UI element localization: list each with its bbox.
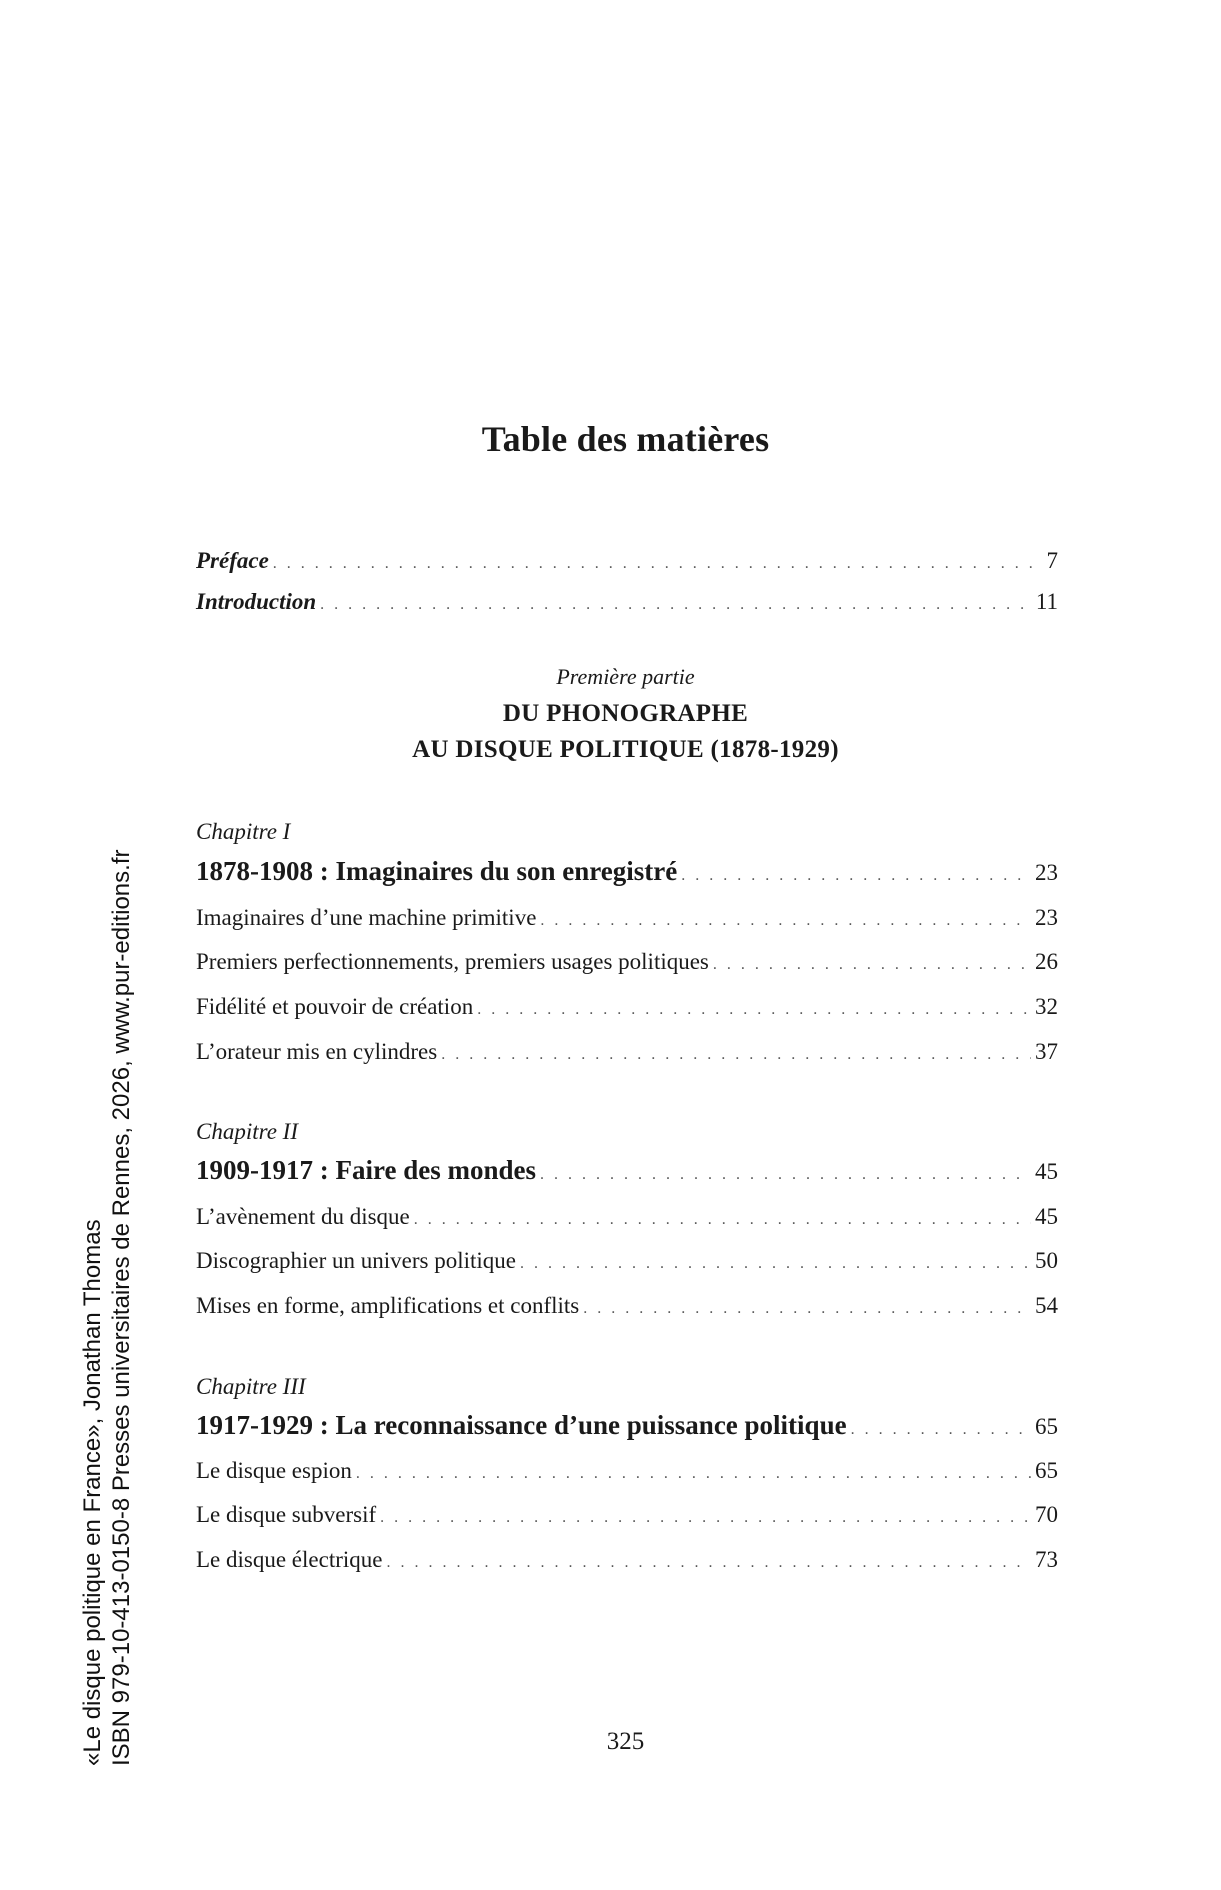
toc-section-entry[interactable] (196, 1291, 1058, 1324)
toc-entry-introduction[interactable] (196, 587, 1058, 620)
toc-entry-page: 7 (1046, 548, 1058, 573)
toc-entry-label: Le disque espion (196, 1458, 352, 1483)
dot-leader (477, 995, 1031, 1025)
toc-entry-label: Introduction (196, 589, 317, 614)
toc-entry-page: 65 (1035, 1414, 1058, 1439)
toc-entry-label: 1909-1917 : Faire des mondes (196, 1155, 536, 1185)
toc-chapter-title[interactable] (196, 1155, 1058, 1190)
dot-leader (386, 1548, 1031, 1578)
page-number: 325 (606, 1728, 645, 1755)
toc-entry-page: 23 (1035, 860, 1058, 885)
dot-leader (273, 549, 1043, 579)
dot-leader (851, 1415, 1031, 1445)
toc-entry-label: L’orateur mis en cylindres (196, 1039, 438, 1064)
toc-entry-label: Préface (196, 548, 269, 573)
toc-entry-label: 1878-1908 : Imaginaires du son enregistré (196, 856, 678, 886)
part-label: Première partie (556, 664, 695, 689)
toc-section-entry[interactable] (196, 992, 1058, 1025)
dot-leader (441, 1040, 1031, 1070)
dot-leader (540, 1160, 1031, 1190)
dot-leader (540, 906, 1031, 936)
side-note-line1: «Le disque politique en France», Jonathan Thomas (79, 1219, 106, 1766)
toc-section-entry[interactable] (196, 1545, 1058, 1578)
toc-entry-page: 73 (1035, 1547, 1058, 1572)
toc-entry-label: Le disque électrique (196, 1547, 383, 1572)
toc-chapter-title[interactable] (196, 856, 1058, 891)
toc-section-entry[interactable] (196, 1202, 1058, 1235)
toc-entry-page: 54 (1035, 1293, 1058, 1318)
toc-entry-page: 37 (1035, 1039, 1058, 1064)
side-note-line2: ISBN 979-10-413-0150-8 Presses universitaires de Rennes, 2026, www.pur-editions.fr (108, 849, 135, 1766)
toc-entry-label: Le disque subversif (196, 1502, 377, 1527)
toc-section-entry[interactable] (196, 1456, 1058, 1489)
toc-entry-label: Discographier un univers politique (196, 1248, 517, 1273)
toc-entry-preface[interactable] (196, 546, 1058, 579)
toc-entry-page: 26 (1035, 949, 1058, 974)
dot-leader (414, 1205, 1031, 1235)
toc-section-entry[interactable] (196, 947, 1058, 980)
dot-leader (356, 1459, 1031, 1489)
dot-leader (380, 1503, 1031, 1533)
page-title: Table des matières (481, 419, 770, 459)
toc-section-entry[interactable] (196, 1500, 1058, 1533)
toc-entry-label: Premiers perfectionnements, premiers usages politiques (196, 949, 709, 974)
chapter-label: Chapitre II (196, 1119, 298, 1144)
toc-entry-label: Imaginaires d’une machine primitive (196, 905, 537, 930)
toc-chapter-title[interactable] (196, 1410, 1058, 1445)
toc-entry-label: Fidélité et pouvoir de création (196, 994, 474, 1019)
part-title-line1: DU PHONOGRAPHE (502, 700, 749, 727)
toc-entry-page: 23 (1035, 905, 1058, 930)
toc-entry-label: L’avènement du disque (196, 1204, 410, 1229)
toc-entry-page: 70 (1035, 1502, 1058, 1527)
toc-entry-page: 45 (1035, 1159, 1058, 1184)
toc-section-entry[interactable] (196, 903, 1058, 936)
toc-entry-page: 50 (1035, 1248, 1058, 1273)
toc-section-entry[interactable] (196, 1037, 1058, 1070)
dot-leader (713, 950, 1031, 980)
dot-leader (583, 1294, 1031, 1324)
chapter-label: Chapitre III (196, 1374, 306, 1399)
toc-entry-page: 65 (1035, 1458, 1058, 1483)
toc-entry-page: 32 (1035, 994, 1058, 1019)
toc-entry-label: Mises en forme, amplifications et conflits (196, 1293, 580, 1318)
dot-leader (320, 590, 1032, 620)
side-note (78, 850, 136, 1766)
toc-entry-label: 1917-1929 : La reconnaissance d’une puissance politique (196, 1410, 847, 1440)
part-title-line2: AU DISQUE POLITIQUE (1878-1929) (412, 736, 839, 763)
chapter-label: Chapitre I (196, 819, 291, 844)
toc-section-entry[interactable] (196, 1246, 1058, 1279)
dot-leader (520, 1249, 1031, 1279)
part-heading (0, 662, 1221, 768)
dot-leader (681, 861, 1031, 891)
toc-entry-page: 11 (1035, 589, 1058, 614)
toc-entry-page: 45 (1035, 1204, 1058, 1229)
